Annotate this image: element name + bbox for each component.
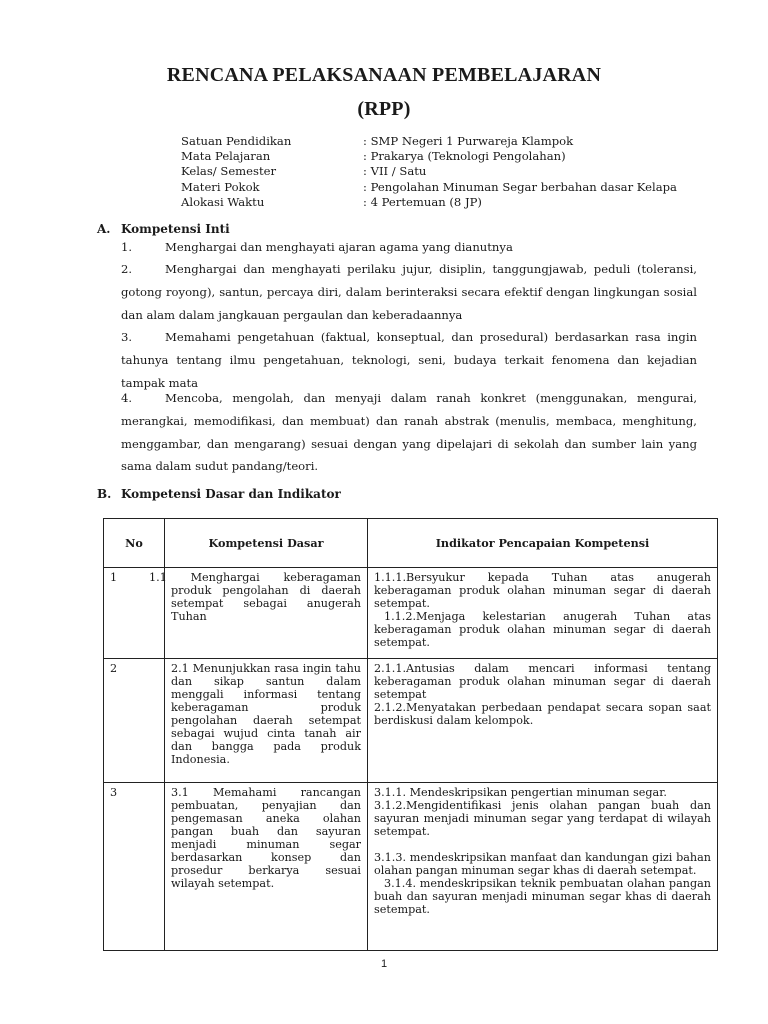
info-label: Satuan Pendidikan (181, 134, 292, 148)
ki-text: Menghargai dan menghayati perilaku jujur, disiplin, tanggungjawab, peduli (toleransi, gotong royong), santun, percaya diri, dalam berinteraksi secara efektif dengan lingkungan sosial dan alam dalam jangkauan pergaulan dan keberadaannya (121, 262, 697, 322)
info-row-materi (181, 180, 677, 195)
ki-number: 3. (121, 330, 133, 344)
indikator-item: 2.1.1.Antusias dalam mencari informasi tentang keberagaman produk olahan minuman segar di daerah setempat (374, 662, 711, 701)
section-title: Kompetensi Dasar dan Indikator (121, 487, 341, 501)
row-number: 3 (104, 783, 165, 951)
indikator-item: 3.1.2.Mengidentifikasi jenis olahan pangan buah dan sayuran menjadi minuman segar yang terdapat di wilayah setempat. (374, 799, 711, 838)
info-label: Materi Pokok (181, 179, 260, 194)
ki-item-2 (121, 258, 697, 326)
table-row (104, 783, 718, 951)
ki-text: Mencoba, mengolah, dan menyaji dalam ranah konkret (menggunakan, mengurai, merangkai, memodifikasi, dan membuat) dan ranah abstrak (menulis, membaca, menghitung, menggambar, dan mengarang) sesuai dengan yang dipelajari di sekolah dan sumber lain yang sama dalam sudut pandang/teori. (121, 391, 697, 474)
ki-text: Menghargai dan menghayati ajaran agama yang dianutnya (165, 240, 513, 254)
page-number: 1 (380, 958, 388, 970)
table-header-row (104, 519, 718, 568)
section-heading-kompetensi-inti (97, 222, 230, 236)
info-row-kelas (181, 164, 677, 179)
indikator-item: 3.1.4. mendeskripsikan teknik pembuatan olahan pangan buah dan sayuran menjadi minuman segar khas di daerah setempat. (374, 877, 711, 916)
ki-number: 4. (121, 391, 133, 405)
info-label: Kelas/ Semester (181, 164, 277, 179)
document-title: RENCANA PELAKSANAAN PEMBELAJARAN (166, 64, 602, 86)
info-row-satuan (181, 134, 677, 149)
indikator-item: 1.1.2.Menjaga kelestarian anugerah Tuhan atas keberagaman produk olahan minuman segar di daerah setempat. (374, 610, 711, 649)
info-value: : Pengolahan Minuman Segar berbahan dasar Kelapa (363, 179, 677, 194)
info-value: : VII / Satu (363, 164, 427, 179)
row-number: 2 (104, 659, 165, 783)
info-label: Alokasi Waktu (181, 194, 265, 209)
kompetensi-dasar-cell: 3.1 Memahami rancangan pembuatan, penyajian dan pengemasan aneka olahan pangan buah dan sayuran menjadi minuman segar berdasarkan konsep dan prosedur berkarya sesuai wilayah setempat. (165, 783, 368, 951)
indikator-item: 1.1.1.Bersyukur kepada Tuhan atas anugerah keberagaman produk olahan minuman segar di daerah setempat. (374, 571, 711, 610)
info-value: : Prakarya (Teknologi Pengolahan) (363, 149, 566, 164)
ki-item-4 (121, 387, 697, 478)
column-header-indikator: Indikator Pencapaian Kompetensi (368, 519, 718, 568)
column-header-kompetensi-dasar: Kompetensi Dasar (165, 519, 368, 568)
section-letter: B. (97, 487, 112, 501)
indikator-cell (368, 783, 718, 951)
ki-text: Memahami pengetahuan (faktual, konseptual, dan prosedural) berdasarkan rasa ingin tahunya tentang ilmu pengetahuan, teknologi, seni, budaya terkait fenomena dan kejadian tampak mata (121, 330, 697, 390)
spacer (374, 838, 711, 851)
ki-item-3 (121, 326, 697, 394)
ki-item-1 (121, 236, 697, 259)
document-subtitle: (RPP) (357, 98, 411, 120)
section-title: Kompetensi Inti (121, 222, 230, 236)
column-header-no: No (104, 519, 165, 568)
info-row-mapel (181, 149, 677, 164)
indikator-cell (368, 568, 718, 659)
kompetensi-dasar-cell: 2.1 Menunjukkan rasa ingin tahu dan sikap santun dalam menggali informasi tentang keberagaman produk pengolahan daerah setempat sebagai wujud cinta tanah air dan bangga pada produk Indonesia. (165, 659, 368, 783)
indikator-item: 2.1.2.Menyatakan perbedaan pendapat secara sopan saat berdiskusi dalam kelompok. (374, 701, 711, 727)
indikator-item: 3.1.3. mendeskripsikan manfaat dan kandungan gizi bahan olahan pangan minuman segar khas di daerah setempat. (374, 851, 711, 877)
indikator-item: 3.1.1. Mendeskripsikan pengertian minuman segar. (374, 786, 667, 799)
section-letter: A. (97, 222, 111, 236)
info-value: : SMP Negeri 1 Purwareja Klampok (363, 134, 574, 148)
table-row (104, 659, 718, 783)
kompetensi-table (103, 518, 718, 951)
row-number: 1 (104, 568, 165, 659)
info-row-alokasi (181, 195, 677, 210)
identity-block (181, 134, 677, 210)
info-label: Mata Pelajaran (181, 149, 271, 164)
ki-number: 2. (121, 262, 133, 276)
kompetensi-dasar-cell: 1.1 Menghargai keberagaman produk pengolahan di daerah setempat sebagai anugerah Tuhan (165, 568, 368, 659)
section-heading-kompetensi-dasar (97, 487, 341, 501)
table-row (104, 568, 718, 659)
indikator-cell (368, 659, 718, 783)
info-value: : 4 Pertemuan (8 JP) (363, 194, 482, 209)
ki-number: 1. (121, 240, 133, 254)
